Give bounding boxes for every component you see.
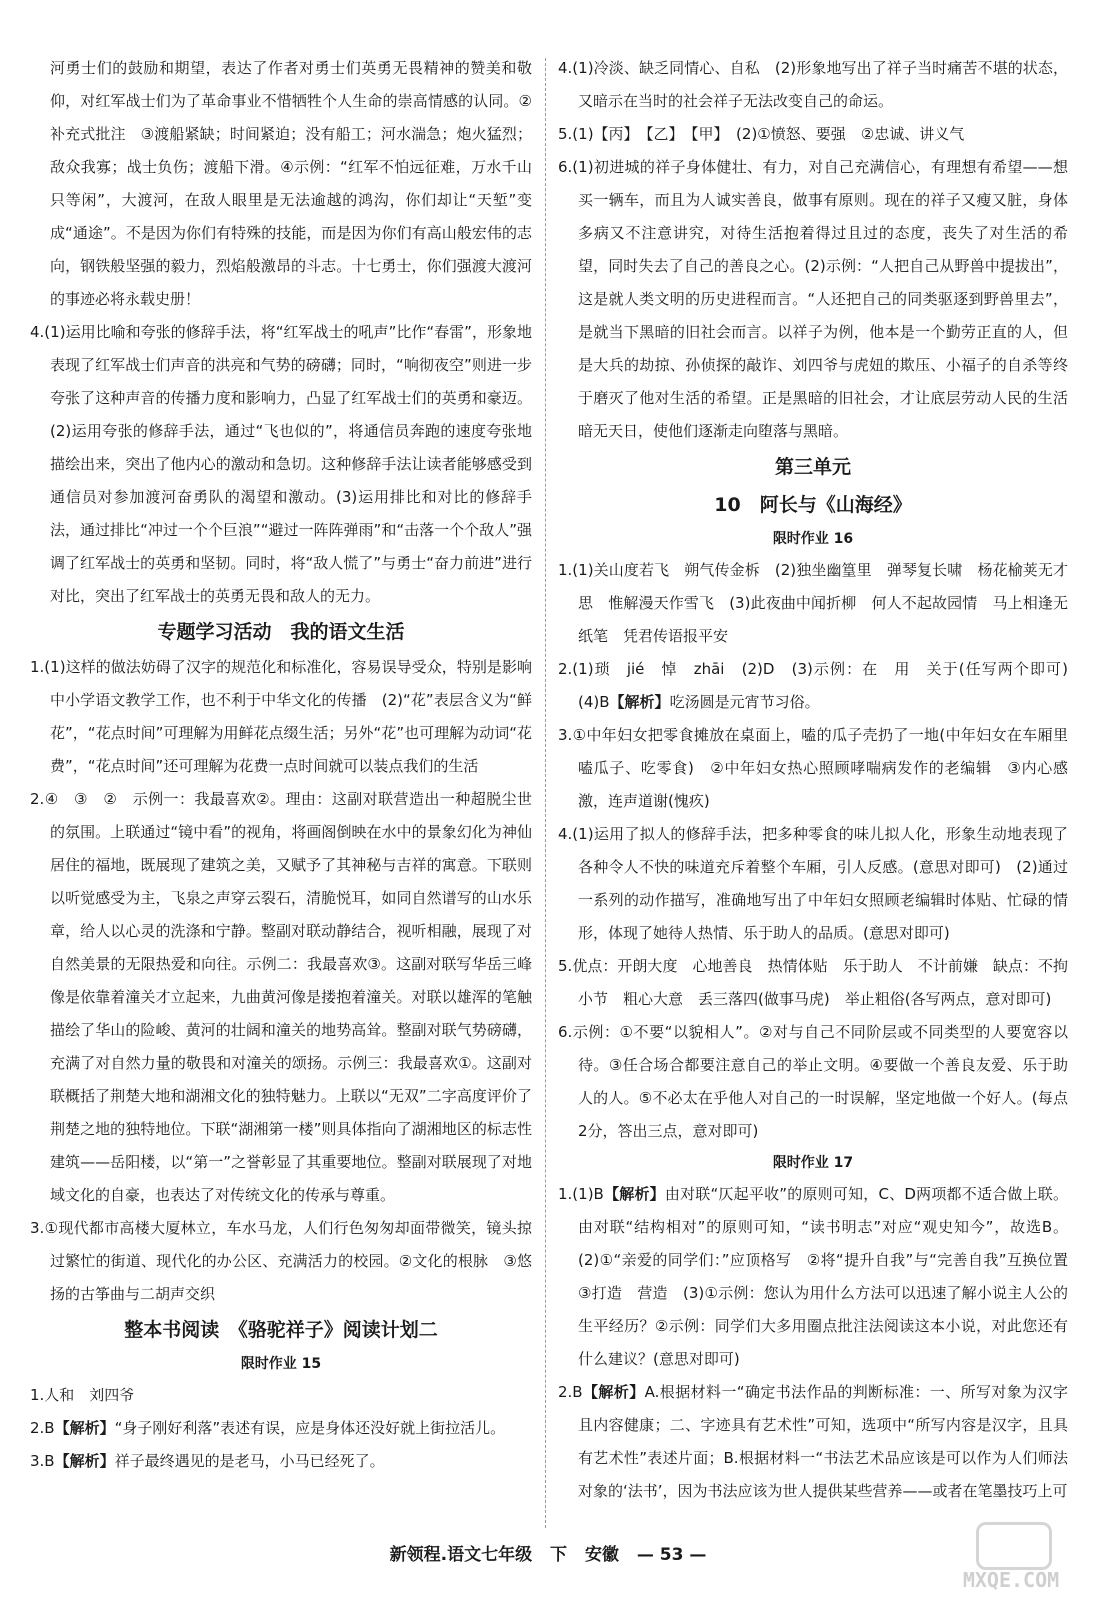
answer-item-6: 6.示例：①不要“以貌相人”。②对与自己不同阶层或不同类型的人要宽容以待。③任合场合都要注意自己的举止文明。④要做一个善良友爱、乐于助人的人。⑤不必太在乎他人对自己的一时误解，坚定地做一个好人。(每点2分，答出三点，意对即可): [558, 1023, 1068, 1140]
section-heading-topic-activity: 专题学习活动 我的语文生活: [157, 621, 405, 643]
page-footer: [0, 1540, 1096, 1565]
answer-item-2: 2.④ ③ ② 示例一：我最喜欢②。理由：这副对联营造出一种超脱尘世的氛围。上联通过“镜中看”的视角，将画阁倒映在水中的景象幻化为神仙居住的福地，既展现了建筑之美，又赋予了其神秘与吉祥的寓意。下联则以听觉感受为主，飞泉之声穿云裂石，清脆悦耳，如同自然谱写的山水乐章，给人以心灵的洗涤和宁静。整副对联动静结合，视听相融，展现了对自然美景的无限热爱和向往。示例二：我最喜欢③。这副对联写华岳三峰像是依靠着潼关才立起来，九曲黄河像是搂抱着潼关。对联以雄浑的笔触描绘了华山的险峻、黄河的壮阔和潼关的地势高耸。整副对联气势磅礴，充满了对自然力量的敬畏和对潼关的颂扬。示例三：我最喜欢①。这副对联概括了荆楚大地和湖湘文化的独特魅力。上联以“无双”二字高度评价了荆楚之地的独特地位。下联“湖湘第一楼”则具体指向了湖湘地区的标志性建筑——岳阳楼，以“第一”之誉彰显了其重要地位。整副对联展现了对地域文化的自豪，也表达了对传统文化的传承与尊重。: [30, 790, 532, 1204]
answer-key: 2.B: [30, 1419, 55, 1437]
answer-item-3: 3.①现代都市高楼大厦林立，车水马龙，人们行色匆匆却面带微笑，镜头掠过繁忙的街道、现代化的办公区、充满活力的校园。②文化的根脉 ③悠扬的古筝曲与二胡声交织: [30, 1219, 532, 1303]
analysis-text: “身子刚好利落”表述有误，应是身体还没好就上街拉活儿。: [114, 1419, 506, 1437]
analysis-text: 由对联“仄起平收”的原则可知，C、D两项都不适合做上联。由对联“结构相对”的原则可知，“读书明志”对应“观史知今”，故选B。(2)①“亲爱的同学们：”应顶格写 ②将“提升自我”与“完善自我”互换位置 ③打造 营造 (3)①示例：您认为用什么方法可以迅速了解小说主人公的生平经历？②示例：同学们大多用圈点批注法阅读这本小说，对此您还有什么建议？(意思对即可): [578, 1185, 1084, 1368]
region-label: 安徽: [584, 1545, 619, 1565]
answer-paragraph: 河勇士们的鼓励和期望，表达了作者对勇士们英勇无畏精神的赞美和敬仰，对红军战士们为了革命事业不惜牺牲个人生命的崇高情感的认同。②补充式批注 ③渡船紧缺；时间紧迫；没有船工；河水湍急；炮火猛烈；敌众我寡；战士负伤；渡船下滑。④示例：“红军不怕远征难，万水千山只等闲”，大渡河，在敌人眼里是无法逾越的鸿沟，你们却让“天堑”变成“通途”。不是因为你们有特殊的技能，而是因为你们有高山般宏伟的志向，钢铁般坚强的毅力，烈焰般激昂的斗志。十七勇士，你们强渡大渡河的事迹必将永载史册！: [50, 59, 532, 308]
analysis-text: 祥子最终遇见的是老马，小马已经死了。: [114, 1452, 385, 1470]
answer-item-1: 1.(1)这样的做法妨碍了汉字的规范化和标准化，容易误导受众，特别是影响中小学语文教学工作，也不利于中华文化的传播 (2)“花”表层含义为“鲜花”，“花点时间”可理解为用鲜花点缀生活；另外“花”也可理解为动词“花费”，“花点时间”还可理解为花费一点时间就可以装点我们的生活: [30, 658, 532, 775]
volume-label: 下: [550, 1545, 568, 1565]
analysis-tag: 【解析】: [582, 1383, 645, 1401]
answer-item-4: 4.(1)运用比喻和夸张的修辞手法，将“红军战士的吼声”比作“春雷”，形象地表现了红军战士们声音的洪亮和气势的磅礴；同时，“响彻夜空”则进一步夸张了这种声音的传播力度和影响力，凸显了红军战士们的英勇和豪迈。(2)运用夸张的修辞手法，通过“飞也似的”，将通信员奔跑的速度夸张地描绘出来，突出了他内心的激动和急切。这种修辞手法让读者能够感受到通信员对参加渡河奋勇队的渴望和激动。(3)运用排比和对比的修辞手法，通过排比“冲过一个个巨浪”“避过一阵阵弹雨”和“击落一个个敌人”强调了红军战士的英勇和坚韧。同时，将“敌人慌了”与勇士“奋力前进”进行对比，突出了红军战士的英勇无畏和敌人的无力。: [30, 323, 532, 605]
answer-item-3: 3.①中年妇女把零食摊放在桌面上，嗑的瓜子壳扔了一地(中年妇女在车厢里嗑瓜子、吃零食) ②中年妇女热心照顾哮喘病发作的老编辑 ③内心感激，连声道谢(愧疚): [558, 726, 1068, 810]
homework-heading-17: 限时作业 17: [772, 1155, 854, 1171]
answer-key: 2.(1)琐 jié 悼 zhāi (2)D (3)示例：在 用 关于(任写两个即可) (4)B: [558, 660, 1084, 711]
answer-item-1: 1.人和 刘四爷: [30, 1386, 135, 1404]
answer-item-5: 5.(1)【丙】 【乙】 【甲】 (2)①愤怒、要强 ②忠诚、讲义气: [558, 125, 965, 143]
analysis-text: 吃汤圆是元宵节习俗。: [669, 693, 820, 711]
answer-key: 3.B: [30, 1452, 55, 1470]
section-heading-book-reading: 整本书阅读 《骆驼祥子》阅读计划二: [124, 1319, 438, 1341]
answer-item-2: [30, 1412, 532, 1445]
right-column: [558, 52, 1084, 1508]
analysis-tag: 【解析】: [54, 1419, 115, 1437]
watermark: [936, 1522, 1086, 1592]
lesson-heading: 10 阿长与《山海经》: [714, 494, 912, 516]
answer-item-2: [558, 653, 1084, 719]
answer-item-3: [30, 1445, 532, 1478]
answer-item-4: 4.(1)冷淡、缺乏同情心、自私 (2)形象地写出了祥子当时痛苦不堪的状态，又暗示在当时的社会祥子无法改变自己的命运。: [558, 59, 1068, 110]
answer-item-1: 1.(1)关山度若飞 朔气传金柝 (2)独坐幽篁里 弹琴复长啸 杨花榆荚无才思 惟解漫天作雪飞 (3)此夜曲中闻折柳 何人不起故园情 马上相逢无纸笔 凭君传语报平安: [558, 561, 1068, 645]
watermark-url: MXQE.COM: [962, 1568, 1060, 1592]
answer-item-1: [558, 1178, 1084, 1376]
answer-key: 2.B: [558, 1383, 583, 1401]
answer-item-4: 4.(1)运用了拟人的修辞手法，把多种零食的味儿拟人化，形象生动地表现了各种令人不快的味道充斥着整个车厢，引人反感。(意思对即可) (2)通过一系列的动作描写，准确地写出了中年妇女照顾老编辑时体贴、忙碌的情形，体现了她待人热情、乐于助人的品质。(意思对即可): [558, 825, 1068, 942]
column-divider: [545, 58, 546, 1528]
analysis-tag: 【解析】: [609, 693, 670, 711]
unit-heading: 第三单元: [774, 456, 851, 478]
homework-heading-16: 限时作业 16: [772, 531, 854, 547]
analysis-tag: 【解析】: [54, 1452, 115, 1470]
answer-item-6: 6.(1)初进城的祥子身体健壮、有力，对自己充满信心，有理想有希望——想买一辆车，而且为人诚实善良，做事有原则。现在的祥子又瘦又脏，身体多病又不注意讲究，对待生活抱着得过且过的态度，丧失了对生活的希望，同时失去了自己的善良之心。(2)示例：“人把自己从野兽中提拔出”，这是就人类文明的历史进程而言。“人还把自己的同类驱逐到野兽里去”，是就当下黑暗的旧社会而言。以祥子为例，他本是一个勤劳正直的人，但是大兵的劫掠、孙侦探的敲诈、刘四爷与虎妞的欺压、小福子的自杀等终于磨灭了他对生活的希望。正是黑暗的旧社会，才让底层劳动人民的生活暗无天日，使他们逐渐走向堕落与黑暗。: [558, 158, 1068, 440]
answer-item-5: 5.优点：开朗大度 心地善良 热情体贴 乐于助人 不计前嫌 缺点：不拘小节 粗心大意 丢三落四(做事马虎) 举止粗俗(各写两点，意对即可): [558, 957, 1068, 1008]
answer-key: 1.(1)B: [558, 1185, 604, 1203]
page-number: — 53 —: [636, 1545, 707, 1565]
watermark-logo-icon: [976, 1522, 1052, 1570]
answer-item-2: [558, 1376, 1068, 1508]
book-title: 新领程.语文七年级: [389, 1545, 533, 1565]
left-column: [30, 52, 532, 1478]
homework-heading-15: 限时作业 15: [240, 1356, 322, 1372]
analysis-text: A.根据材料一“确定书法作品的判断标准：一、所写对象为汉字且内容健康；二、字迹具有艺术性”可知，选项中“所写内容是汉字，且具有艺术性”表述片面；B.根据材料一“书法艺术品应该是可以作为人们师法对象的‘法书’，因为书法应该为世人提供某些营养——或者在笔墨技巧上可: [578, 1383, 1068, 1500]
analysis-tag: 【解析】: [603, 1185, 665, 1203]
